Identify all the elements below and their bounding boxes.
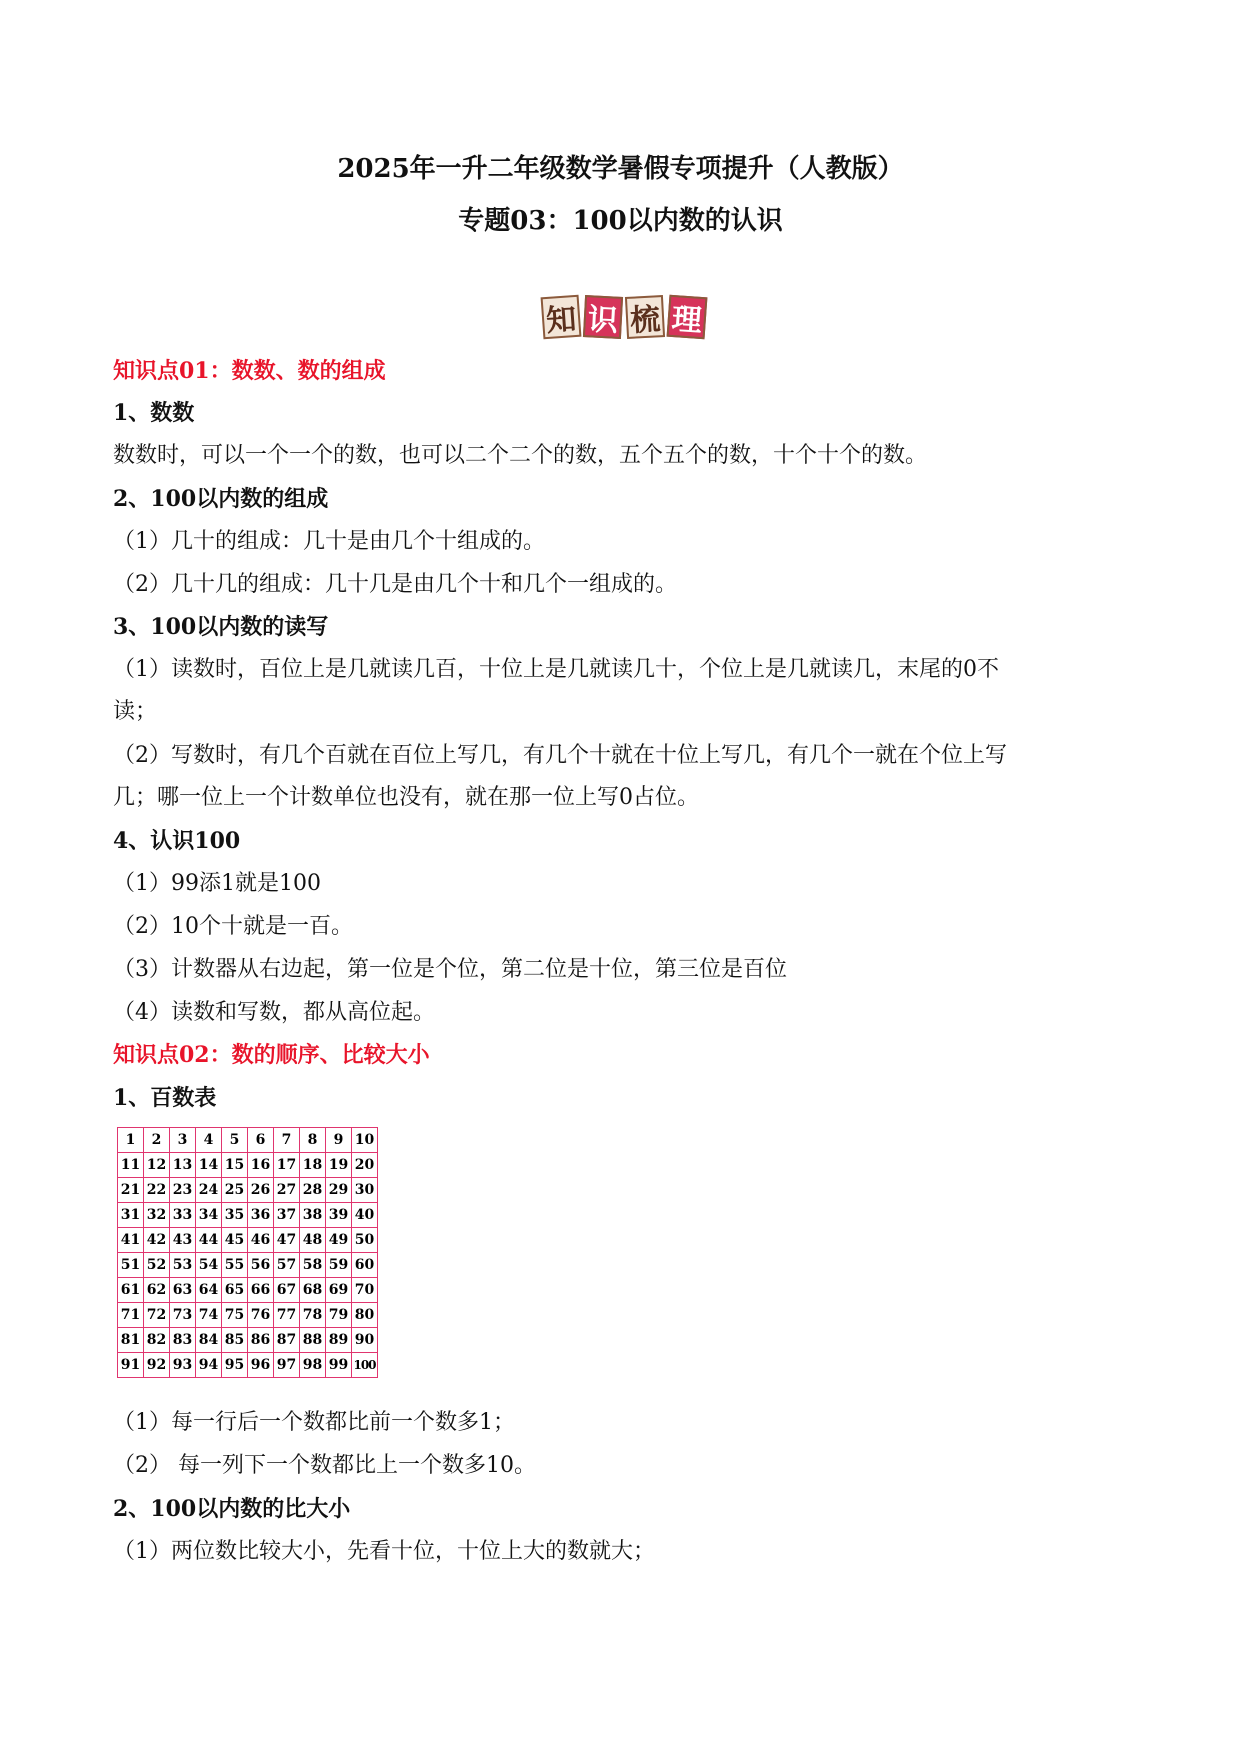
table-cell: 96 bbox=[248, 1353, 274, 1378]
table-cell: 17 bbox=[274, 1153, 300, 1178]
table-cell: 41 bbox=[118, 1228, 144, 1253]
table-cell: 28 bbox=[300, 1178, 326, 1203]
table-cell: 50 bbox=[352, 1228, 378, 1253]
list-item: （2）写数时，有几个百就在百位上写几，有几个十就在十位上写几，有几个一就在个位上写 bbox=[113, 743, 1008, 768]
table-cell: 47 bbox=[274, 1228, 300, 1253]
table-cell: 95 bbox=[222, 1353, 248, 1378]
table-cell: 69 bbox=[326, 1278, 352, 1303]
table-cell: 65 bbox=[222, 1278, 248, 1303]
table-cell: 62 bbox=[144, 1278, 170, 1303]
table-cell: 81 bbox=[118, 1328, 144, 1353]
table-cell: 42 bbox=[144, 1228, 170, 1253]
table-cell: 86 bbox=[248, 1328, 274, 1353]
table-cell: 32 bbox=[144, 1203, 170, 1228]
list-item-continuation: 读； bbox=[113, 699, 158, 724]
table-cell: 29 bbox=[326, 1178, 352, 1203]
table-cell: 7 bbox=[274, 1128, 300, 1153]
table-cell: 80 bbox=[352, 1303, 378, 1328]
table-cell: 51 bbox=[118, 1253, 144, 1278]
table-cell: 79 bbox=[326, 1303, 352, 1328]
table-cell: 31 bbox=[118, 1203, 144, 1228]
table-cell: 16 bbox=[248, 1153, 274, 1178]
table-cell: 76 bbox=[248, 1303, 274, 1328]
table-cell: 6 bbox=[248, 1128, 274, 1153]
table-cell: 33 bbox=[170, 1203, 196, 1228]
table-cell: 100 bbox=[352, 1353, 378, 1378]
table-cell: 11 bbox=[118, 1153, 144, 1178]
hundred-chart-table bbox=[117, 1127, 378, 1378]
table-cell: 49 bbox=[326, 1228, 352, 1253]
list-item: （2）10个十就是一百。 bbox=[113, 914, 353, 939]
table-cell: 44 bbox=[196, 1228, 222, 1253]
table-cell: 15 bbox=[222, 1153, 248, 1178]
table-cell: 39 bbox=[326, 1203, 352, 1228]
table-row bbox=[118, 1178, 378, 1203]
badge-char-3: 梳 bbox=[625, 295, 665, 339]
table-cell: 71 bbox=[118, 1303, 144, 1328]
table-cell: 56 bbox=[248, 1253, 274, 1278]
table-cell: 72 bbox=[144, 1303, 170, 1328]
table-cell: 97 bbox=[274, 1353, 300, 1378]
table-cell: 55 bbox=[222, 1253, 248, 1278]
table-cell: 77 bbox=[274, 1303, 300, 1328]
table-cell: 54 bbox=[196, 1253, 222, 1278]
section-heading: 2、100以内数的比大小 bbox=[113, 1496, 351, 1522]
knowledge-point-2-heading: 知识点02：数的顺序、比较大小 bbox=[113, 1042, 430, 1068]
table-cell: 99 bbox=[326, 1353, 352, 1378]
table-cell: 68 bbox=[300, 1278, 326, 1303]
table-cell: 24 bbox=[196, 1178, 222, 1203]
table-cell: 1 bbox=[118, 1128, 144, 1153]
list-item: （1）99添1就是100 bbox=[113, 871, 321, 896]
table-cell: 23 bbox=[170, 1178, 196, 1203]
table-cell: 82 bbox=[144, 1328, 170, 1353]
document-title: 2025年一升二年级数学暑假专项提升（人教版） bbox=[337, 154, 904, 184]
table-row bbox=[118, 1128, 378, 1153]
table-note: （2） 每一列下一个数都比上一个数多10。 bbox=[113, 1453, 536, 1478]
table-cell: 14 bbox=[196, 1153, 222, 1178]
table-row bbox=[118, 1253, 378, 1278]
list-item: （1）几十的组成：几十是由几个十组成的。 bbox=[113, 529, 545, 554]
section-heading: 4、认识100 bbox=[113, 828, 241, 854]
table-row bbox=[118, 1153, 378, 1178]
table-cell: 2 bbox=[144, 1128, 170, 1153]
table-cell: 43 bbox=[170, 1228, 196, 1253]
table-row bbox=[118, 1203, 378, 1228]
section-heading: 1、数数 bbox=[113, 400, 195, 426]
table-cell: 60 bbox=[352, 1253, 378, 1278]
table-cell: 91 bbox=[118, 1353, 144, 1378]
table-cell: 48 bbox=[300, 1228, 326, 1253]
paragraph: 数数时，可以一个一个的数，也可以二个二个的数，五个五个的数，十个十个的数。 bbox=[113, 443, 928, 468]
table-cell: 98 bbox=[300, 1353, 326, 1378]
table-cell: 5 bbox=[222, 1128, 248, 1153]
section-heading: 3、100以内数的读写 bbox=[113, 614, 329, 640]
table-cell: 74 bbox=[196, 1303, 222, 1328]
list-item-continuation: 几；哪一位上一个计数单位也没有，就在那一位上写0占位。 bbox=[113, 785, 699, 810]
table-row bbox=[118, 1303, 378, 1328]
table-cell: 53 bbox=[170, 1253, 196, 1278]
table-cell: 73 bbox=[170, 1303, 196, 1328]
table-cell: 26 bbox=[248, 1178, 274, 1203]
table-note: （1）每一行后一个数都比前一个数多1； bbox=[113, 1410, 515, 1435]
table-cell: 8 bbox=[300, 1128, 326, 1153]
knowledge-point-1-heading: 知识点01：数数、数的组成 bbox=[113, 358, 386, 384]
table-cell: 45 bbox=[222, 1228, 248, 1253]
table-row bbox=[118, 1328, 378, 1353]
table-cell: 90 bbox=[352, 1328, 378, 1353]
table-cell: 83 bbox=[170, 1328, 196, 1353]
section-heading: 2、100以内数的组成 bbox=[113, 486, 329, 512]
table-cell: 70 bbox=[352, 1278, 378, 1303]
table-cell: 21 bbox=[118, 1178, 144, 1203]
badge-char-4: 理 bbox=[667, 295, 708, 340]
table-cell: 34 bbox=[196, 1203, 222, 1228]
table-cell: 37 bbox=[274, 1203, 300, 1228]
table-cell: 40 bbox=[352, 1203, 378, 1228]
table-cell: 67 bbox=[274, 1278, 300, 1303]
table-cell: 84 bbox=[196, 1328, 222, 1353]
table-cell: 12 bbox=[144, 1153, 170, 1178]
table-cell: 92 bbox=[144, 1353, 170, 1378]
table-cell: 10 bbox=[352, 1128, 378, 1153]
table-cell: 52 bbox=[144, 1253, 170, 1278]
table-cell: 87 bbox=[274, 1328, 300, 1353]
table-cell: 9 bbox=[326, 1128, 352, 1153]
table-cell: 35 bbox=[222, 1203, 248, 1228]
badge-char-1: 知 bbox=[541, 295, 582, 340]
table-cell: 3 bbox=[170, 1128, 196, 1153]
table-cell: 93 bbox=[170, 1353, 196, 1378]
table-cell: 89 bbox=[326, 1328, 352, 1353]
table-cell: 38 bbox=[300, 1203, 326, 1228]
list-item: （3）计数器从右边起，第一位是个位，第二位是十位，第三位是百位 bbox=[113, 957, 787, 982]
table-cell: 19 bbox=[326, 1153, 352, 1178]
table-cell: 22 bbox=[144, 1178, 170, 1203]
table-row bbox=[118, 1353, 378, 1378]
table-cell: 88 bbox=[300, 1328, 326, 1353]
table-cell: 64 bbox=[196, 1278, 222, 1303]
table-cell: 27 bbox=[274, 1178, 300, 1203]
table-cell: 36 bbox=[248, 1203, 274, 1228]
table-cell: 59 bbox=[326, 1253, 352, 1278]
table-cell: 4 bbox=[196, 1128, 222, 1153]
table-cell: 66 bbox=[248, 1278, 274, 1303]
list-item: （1）读数时，百位上是几就读几百，十位上是几就读几十，个位上是几就读几，末尾的0不 bbox=[113, 657, 999, 682]
table-row bbox=[118, 1228, 378, 1253]
badge-char-2: 识 bbox=[583, 295, 623, 339]
table-cell: 46 bbox=[248, 1228, 274, 1253]
table-cell: 20 bbox=[352, 1153, 378, 1178]
knowledge-summary-badge bbox=[542, 292, 708, 342]
table-cell: 30 bbox=[352, 1178, 378, 1203]
table-cell: 94 bbox=[196, 1353, 222, 1378]
table-cell: 85 bbox=[222, 1328, 248, 1353]
list-item: （4）读数和写数，都从高位起。 bbox=[113, 1000, 435, 1025]
document-subtitle: 专题03：100以内数的认识 bbox=[458, 206, 783, 236]
table-cell: 13 bbox=[170, 1153, 196, 1178]
table-cell: 58 bbox=[300, 1253, 326, 1278]
table-cell: 75 bbox=[222, 1303, 248, 1328]
table-cell: 18 bbox=[300, 1153, 326, 1178]
table-cell: 25 bbox=[222, 1178, 248, 1203]
table-cell: 63 bbox=[170, 1278, 196, 1303]
table-cell: 57 bbox=[274, 1253, 300, 1278]
table-row bbox=[118, 1278, 378, 1303]
list-item: （2）几十几的组成：几十几是由几个十和几个一组成的。 bbox=[113, 572, 677, 597]
table-cell: 78 bbox=[300, 1303, 326, 1328]
list-item: （1）两位数比较大小，先看十位，十位上大的数就大； bbox=[113, 1539, 655, 1564]
section-heading: 1、百数表 bbox=[113, 1085, 217, 1111]
table-cell: 61 bbox=[118, 1278, 144, 1303]
